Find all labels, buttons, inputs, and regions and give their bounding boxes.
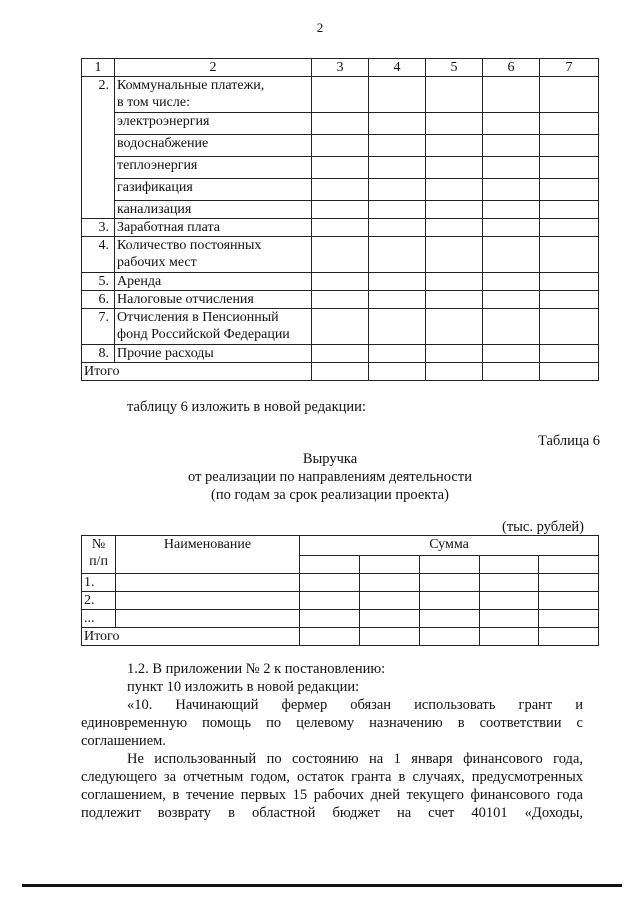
table-row — [82, 273, 599, 291]
table-title-line: от реализации по направлениям деятельности — [188, 469, 472, 485]
paragraph-line: подлежит возврату в областной бюджет на счет 40101 «Доходы, — [81, 805, 583, 821]
page-bottom-rule — [22, 884, 622, 887]
header-cell: 1 — [82, 59, 115, 77]
col-sum-header: Сумма — [300, 536, 599, 556]
table-row — [82, 157, 599, 179]
table-row — [82, 309, 599, 345]
col-number-header: № п/п — [82, 536, 116, 574]
total-label: Итого — [82, 628, 300, 646]
paragraph-line: соглашением, в течение первых 15 рабочих дней текущего финансового года — [81, 787, 583, 803]
table-title-line: Выручка — [302, 451, 358, 467]
table-row — [82, 291, 599, 309]
table-row — [82, 179, 599, 201]
paragraph-line: соглашением. — [81, 733, 166, 749]
row-number: 6. — [82, 291, 115, 309]
expenses-table — [81, 58, 599, 381]
table-row — [82, 113, 599, 135]
row-label: Коммунальные платежи, в том числе: — [115, 77, 312, 113]
row-label: Заработная плата — [115, 219, 312, 237]
row-number: 5. — [82, 273, 115, 291]
table-total-row — [82, 363, 599, 381]
units-note: (тыс. рублей) — [502, 519, 584, 535]
table-header-row — [82, 59, 599, 77]
header-cell: 3 — [312, 59, 369, 77]
table-row — [82, 219, 599, 237]
revenue-table — [81, 535, 599, 646]
table-row — [82, 345, 599, 363]
row-number: 2. — [82, 77, 115, 113]
row-label: Прочие расходы — [115, 345, 312, 363]
table-row — [82, 77, 599, 113]
table-row — [82, 201, 599, 219]
row-label: газификация — [115, 179, 312, 201]
row-label: канализация — [115, 201, 312, 219]
col-name-header: Наименование — [116, 536, 300, 574]
header-cell: 5 — [426, 59, 483, 77]
row-label: водоснабжение — [115, 135, 312, 157]
paragraph-line: единовременную помощь по целевому назначению в соответствии с — [81, 715, 583, 731]
row-number: 2. — [82, 592, 116, 610]
header-cell: 7 — [540, 59, 599, 77]
header-cell: 4 — [369, 59, 426, 77]
row-number: 7. — [82, 309, 115, 345]
row-number: ... — [82, 610, 116, 628]
row-number: 1. — [82, 574, 116, 592]
total-label: Итого — [82, 363, 312, 381]
table-label: Таблица 6 — [537, 433, 600, 449]
table-row — [82, 237, 599, 273]
table-row — [82, 592, 599, 610]
table-row — [82, 135, 599, 157]
paragraph-line: Не использованный по состоянию на 1 января финансового года, — [127, 751, 583, 767]
paragraph: пункт 10 изложить в новой редакции: — [127, 679, 360, 695]
header-cell: 2 — [115, 59, 312, 77]
row-label: электроэнергия — [115, 113, 312, 135]
row-label: Налоговые отчисления — [115, 291, 312, 309]
table-title — [120, 450, 540, 504]
instruction-text: таблицу 6 изложить в новой редакции: — [127, 399, 366, 415]
row-label: теплоэнергия — [115, 157, 312, 179]
row-number: 4. — [82, 237, 115, 273]
row-number: 8. — [82, 345, 115, 363]
paragraph-line: «10. Начинающий фермер обязан использовать грант и — [127, 697, 583, 713]
row-label: Аренда — [115, 273, 312, 291]
table-title-line: (по годам за срок реализации проекта) — [211, 487, 449, 503]
table-row — [82, 610, 599, 628]
paragraph-line: следующего за отчетным годом, остаток гранта в случаях, предусмотренных — [81, 769, 583, 785]
table-total-row — [82, 628, 599, 646]
row-number: 3. — [82, 219, 115, 237]
table-row — [82, 574, 599, 592]
paragraph: 1.2. В приложении № 2 к постановлению: — [127, 661, 386, 677]
header-cell: 6 — [483, 59, 540, 77]
table-header-row — [82, 536, 599, 556]
row-label: Отчисления в Пенсионный фонд Российской Федерации — [115, 309, 312, 345]
row-label: Количество постоянных рабочих мест — [115, 237, 312, 273]
page-number: 2 — [316, 20, 324, 35]
